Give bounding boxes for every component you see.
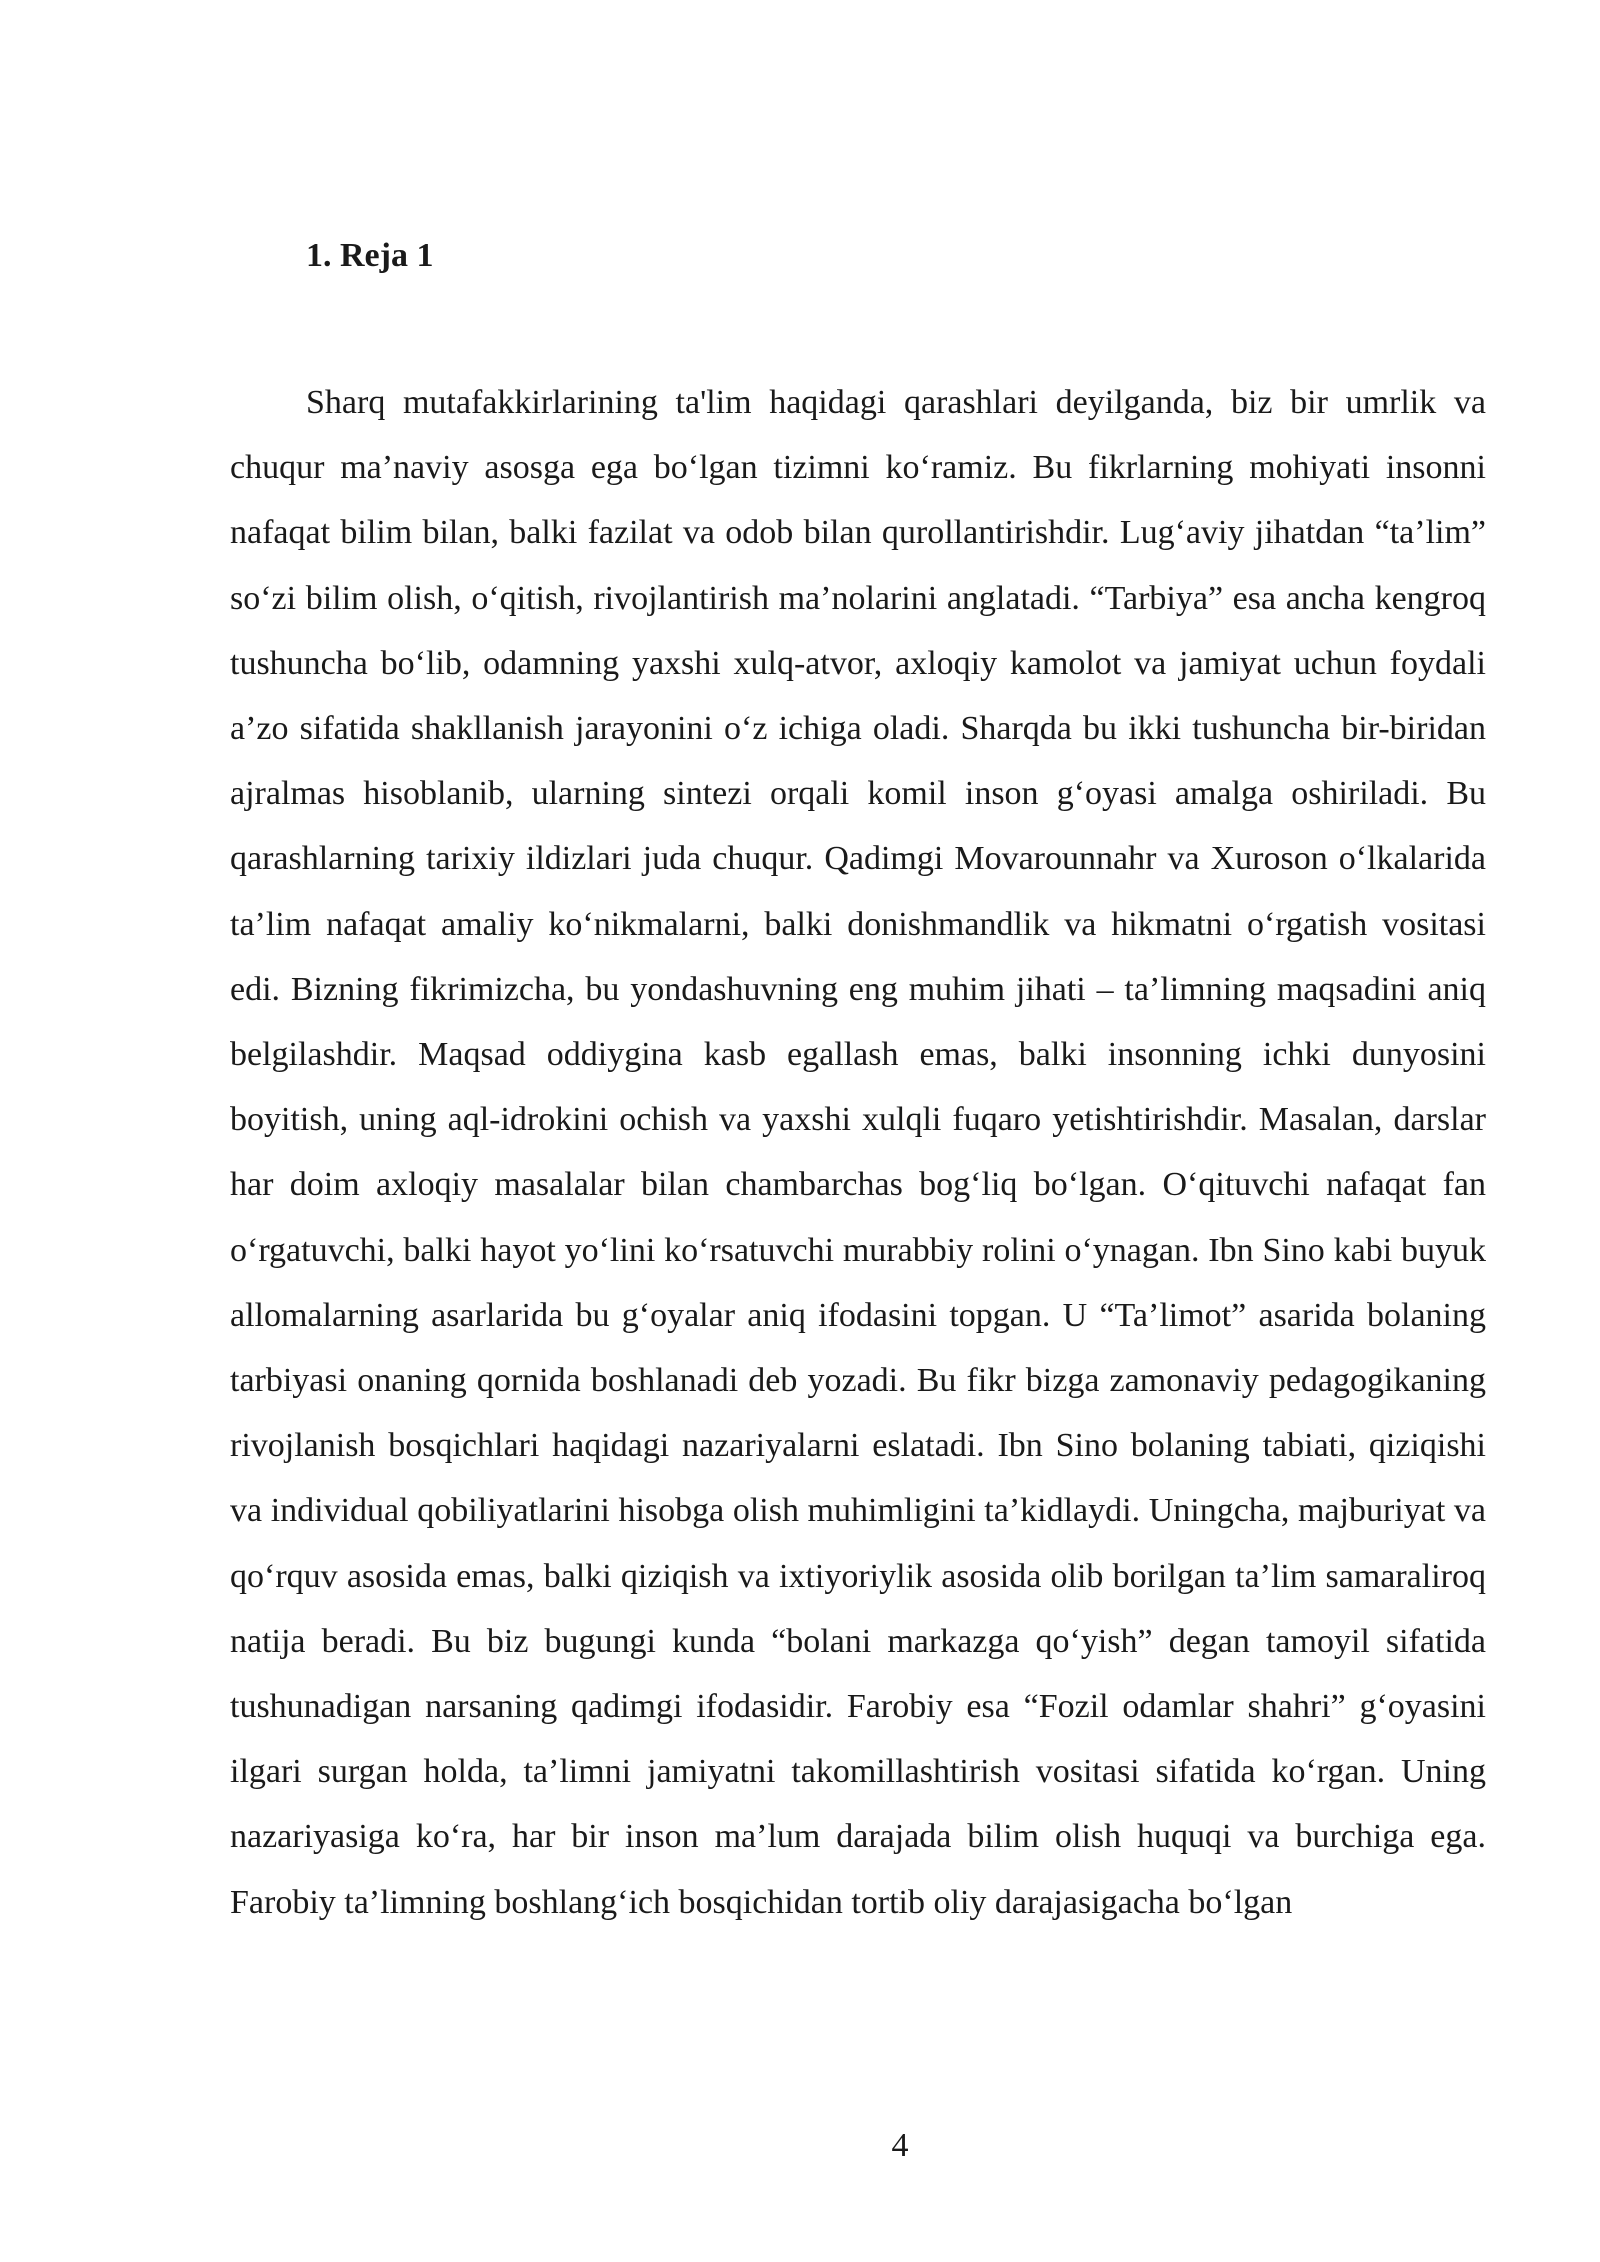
page-number: 4 (891, 2127, 909, 2164)
body-paragraph: Sharq mutafakkirlarining ta'lim haqidagi qarashlari deyilganda, biz bir umrlik va chuqur ma’naviy asosga ega bo‘lgan tizimni ko‘ramiz. Bu fikrlarning mohiyati insonni nafaqat bilim bilan, balki fazilat va odob bilan qurollantirishdir. Lug‘aviy jihatdan “ta’lim” so‘zi bilim olish, o‘qitish, rivojlantirish ma’nolarini anglatadi. “Tarbiya” esa ancha kengroq tushuncha bo‘lib, odamning yaxshi xulq-atvor, axloqiy kamolot va jamiyat uchun foydali a’zo sifatida shakllanish jarayonini o‘z ichiga oladi. Sharqda bu ikki tushuncha bir-biridan ajralmas hisoblanib, ularning sintezi orqali komil inson g‘oyasi amalga oshiriladi. Bu qarashlarning tarixiy ildizlari juda chuqur. Qadimgi Movarounnahr va Xuroson o‘lkalarida ta’lim nafaqat amaliy ko‘nikmalarni, balki donishmandlik va hikmatni o‘rgatish vositasi edi. Bizning fikrimizcha, bu yondashuvning eng muhim jihati – ta’limning maqsadini aniq belgilashdir. Maqsad oddiygina kasb egallash emas, balki insonning ichki dunyosini boyitish, uning aql-idrokini ochish va yaxshi xulqli fuqaro yetishtirishdir. Masalan, darslar har doim axloqiy masalalar bilan chambarchas bog‘liq bo‘lgan. O‘qituvchi nafaqat fan o‘rgatuvchi, balki hayot yo‘lini ko‘rsatuvchi murabbiy rolini o‘ynagan. Ibn Sino kabi buyuk allomalarning asarlarida bu g‘oyalar aniq ifodasini topgan. U “Ta’limot” asarida bolaning tarbiyasi onaning qornida boshlanadi deb yozadi. Bu fikr bizga zamonaviy pedagogikaning rivojlanish bosqichlari haqidagi nazariyalarni eslatadi. Ibn Sino bolaning tabiati, qiziqishi va individual qobiliyatlarini hisobga olish muhimligini ta’kidlaydi. Uningcha, majburiyat va qo‘rquv asosida emas, balki qiziqish va ixtiyoriylik asosida olib borilgan ta’lim samaraliroq natija beradi. Bu biz bugungi kunda “bolani markazga qo‘yish” degan tamoyil sifatida tushunadigan narsaning qadimgi ifodasidir. Farobiy esa “Fozil odamlar shahri” g‘oyasini ilgari surgan holda, ta’limni jamiyatni takomillashtirish vositasi sifatida ko‘rgan. Uning nazariyasiga ko‘ra, har bir inson ma’lum darajada bilim olish huquqi va burchiga ega. Farobiy ta’limning boshlang‘ich bosqichidan tortib oliy darajasigacha bo‘lgan (230, 384, 1486, 1921)
section-heading: 1. Reja 1 (306, 237, 434, 274)
